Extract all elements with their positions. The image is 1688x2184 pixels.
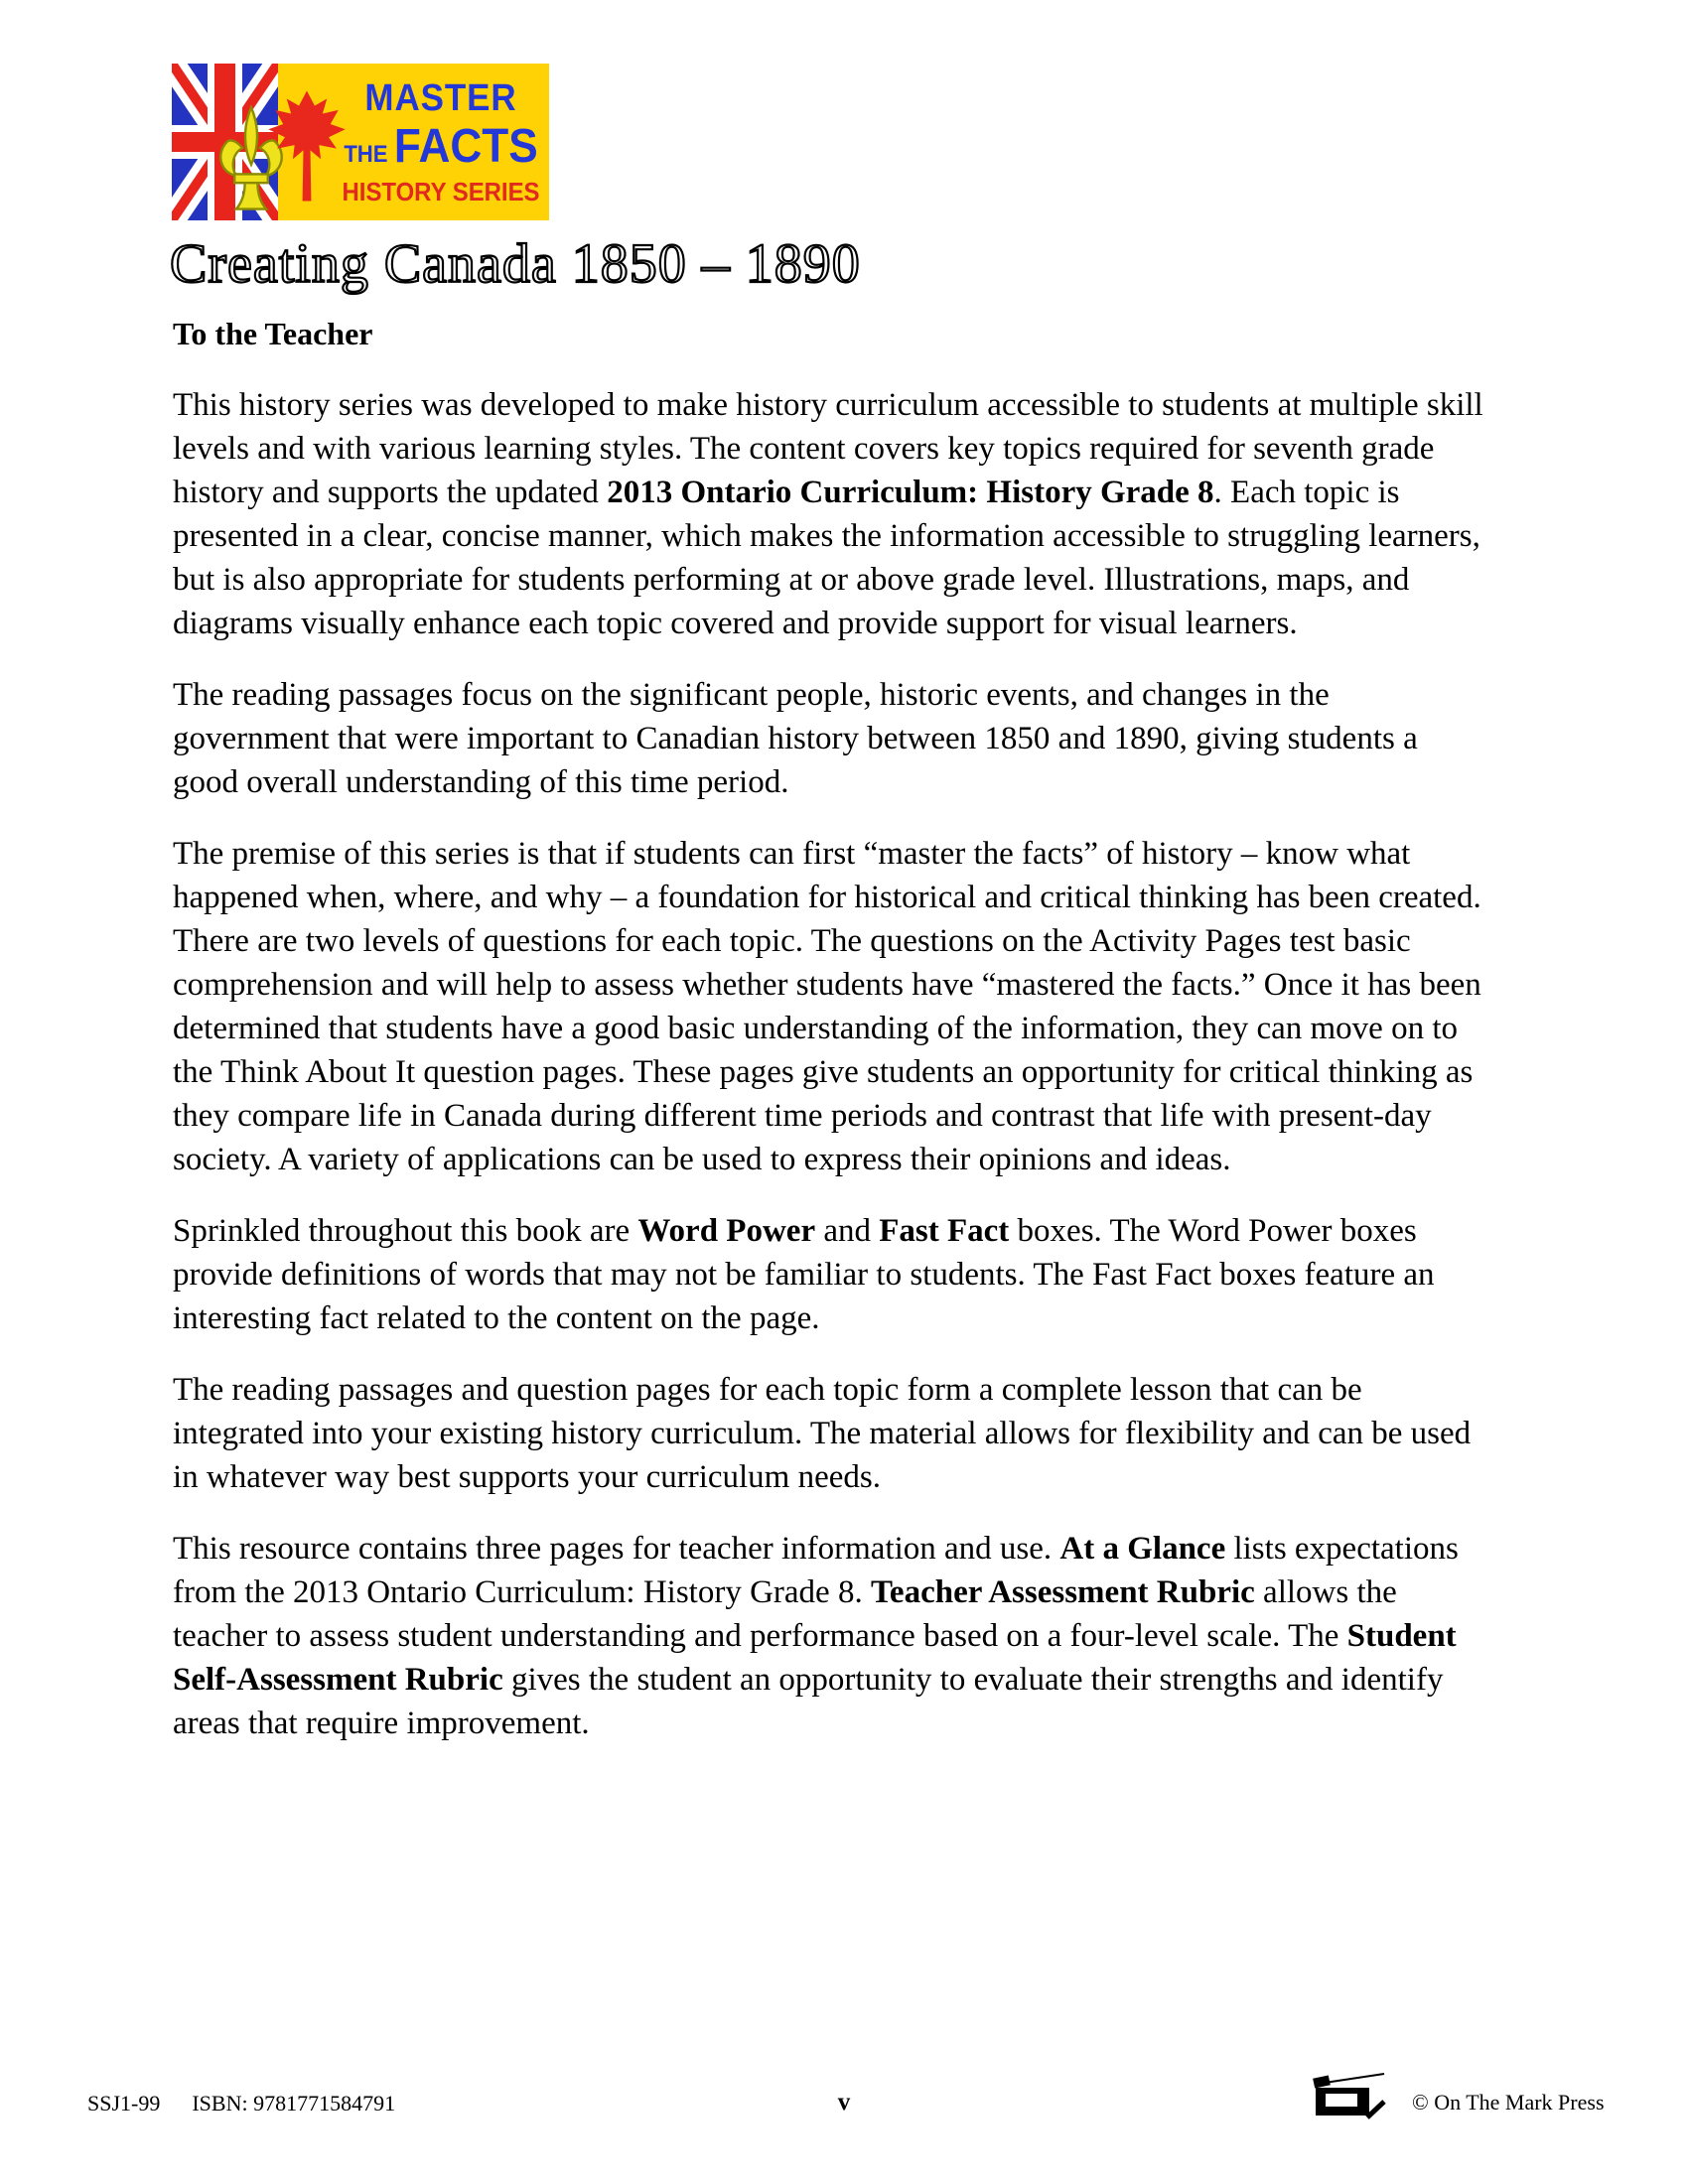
bold-text-run: 2013 Ontario Curriculum: History Grade 8 bbox=[607, 475, 1214, 510]
footer-page-number: v bbox=[837, 2089, 851, 2116]
bold-text-run: At a Glance bbox=[1059, 1531, 1226, 1567]
text-run: . Each topic is presented in a clear, concise manner, which makes the information accessible to struggling learners, but is also appropriate for students performing at or above grade level. Illustrations, maps, and diagrams visually enhance each topic covered and provide support for visual learners. bbox=[173, 475, 1480, 641]
paragraph bbox=[173, 673, 1487, 804]
logo-history-series-label: HISTORY SERIES bbox=[342, 177, 540, 206]
footer-product-code: SSJ1-99 bbox=[87, 2091, 161, 2116]
bold-text-run: Student Self-Assessment Rubric bbox=[173, 1618, 1457, 1698]
page-title: Creating Canada 1850 – 1890 bbox=[170, 233, 861, 295]
text-run: This history series was developed to make history curriculum accessible to students at multiple skill levels and with various learning styles. The content covers key topics required for seventh grade history and supports the updated bbox=[173, 387, 1483, 510]
text-run: The premise of this series is that if students can first “master the facts” of history – know what happened when, where, and why – a foundation for historical and critical thinking has been created. There are two levels of questions for each topic. The questions on the Activity Pages test basic comprehension and will help to assess whether students have “mastered the facts.” Once it has been determined that students have a good basic understanding of the information, they can move on to the Think About It question pages. These pages give students an opportunity for critical thinking as they compare life in Canada during different time periods and contrast that life with present-day society. A variety of applications can be used to express their opinions and ideas. bbox=[173, 836, 1481, 1177]
logo-master-label: MASTER bbox=[364, 77, 517, 119]
text-run: allows the teacher to assess student understanding and performance based on a four-level scale. The bbox=[173, 1574, 1397, 1654]
paragraph bbox=[173, 1209, 1487, 1340]
text-run: gives the student an opportunity to evaluate their strengths and identify areas that require improvement. bbox=[173, 1662, 1444, 1741]
text-run: boxes. The Word Power boxes provide definitions of words that may not be familiar to students. The Fast Fact boxes feature an interesting fact related to the content on the page. bbox=[173, 1213, 1435, 1336]
bold-text-run: Fast Fact bbox=[879, 1213, 1010, 1249]
paragraph bbox=[173, 832, 1487, 1181]
text-run: lists expectations from the 2013 Ontario Curriculum: History Grade 8. bbox=[173, 1531, 1459, 1610]
logo-facts-label: FACTS bbox=[393, 120, 538, 173]
bold-text-run: Word Power bbox=[637, 1213, 816, 1249]
paragraph bbox=[173, 1527, 1487, 1745]
footer-copyright: © On The Mark Press bbox=[1412, 2090, 1605, 2115]
footer-right bbox=[1313, 2071, 1605, 2120]
logo-text-block bbox=[342, 64, 540, 220]
maple-leaf-icon bbox=[263, 71, 351, 220]
footer-isbn: ISBN: 9781771584791 bbox=[192, 2091, 396, 2116]
paragraph bbox=[173, 1368, 1487, 1499]
bold-text-run: Teacher Assessment Rubric bbox=[870, 1574, 1255, 1610]
text-run: Sprinkled throughout this book are bbox=[173, 1213, 638, 1249]
text-run: and bbox=[815, 1213, 880, 1249]
body-paragraphs bbox=[173, 383, 1487, 1773]
section-heading: To the Teacher bbox=[173, 316, 373, 351]
paragraph bbox=[173, 383, 1487, 645]
text-run: The reading passages and question pages for each topic form a complete lesson that can be integrated into your existing history curriculum. The material allows for flexibility and can be used in whatever way best supports your curriculum needs. bbox=[173, 1372, 1472, 1495]
logo-the-facts-row bbox=[344, 120, 538, 173]
logo-the-label: THE bbox=[344, 141, 388, 168]
master-the-facts-logo bbox=[172, 64, 549, 220]
text-run: This resource contains three pages for teacher information and use. bbox=[173, 1531, 1060, 1567]
stamp-logo-icon bbox=[1313, 2071, 1388, 2120]
text-run: The reading passages focus on the significant people, historic events, and changes in the government that were important to Canadian history between 1850 and 1890, giving students a good overall understanding of this time period. bbox=[173, 677, 1418, 800]
